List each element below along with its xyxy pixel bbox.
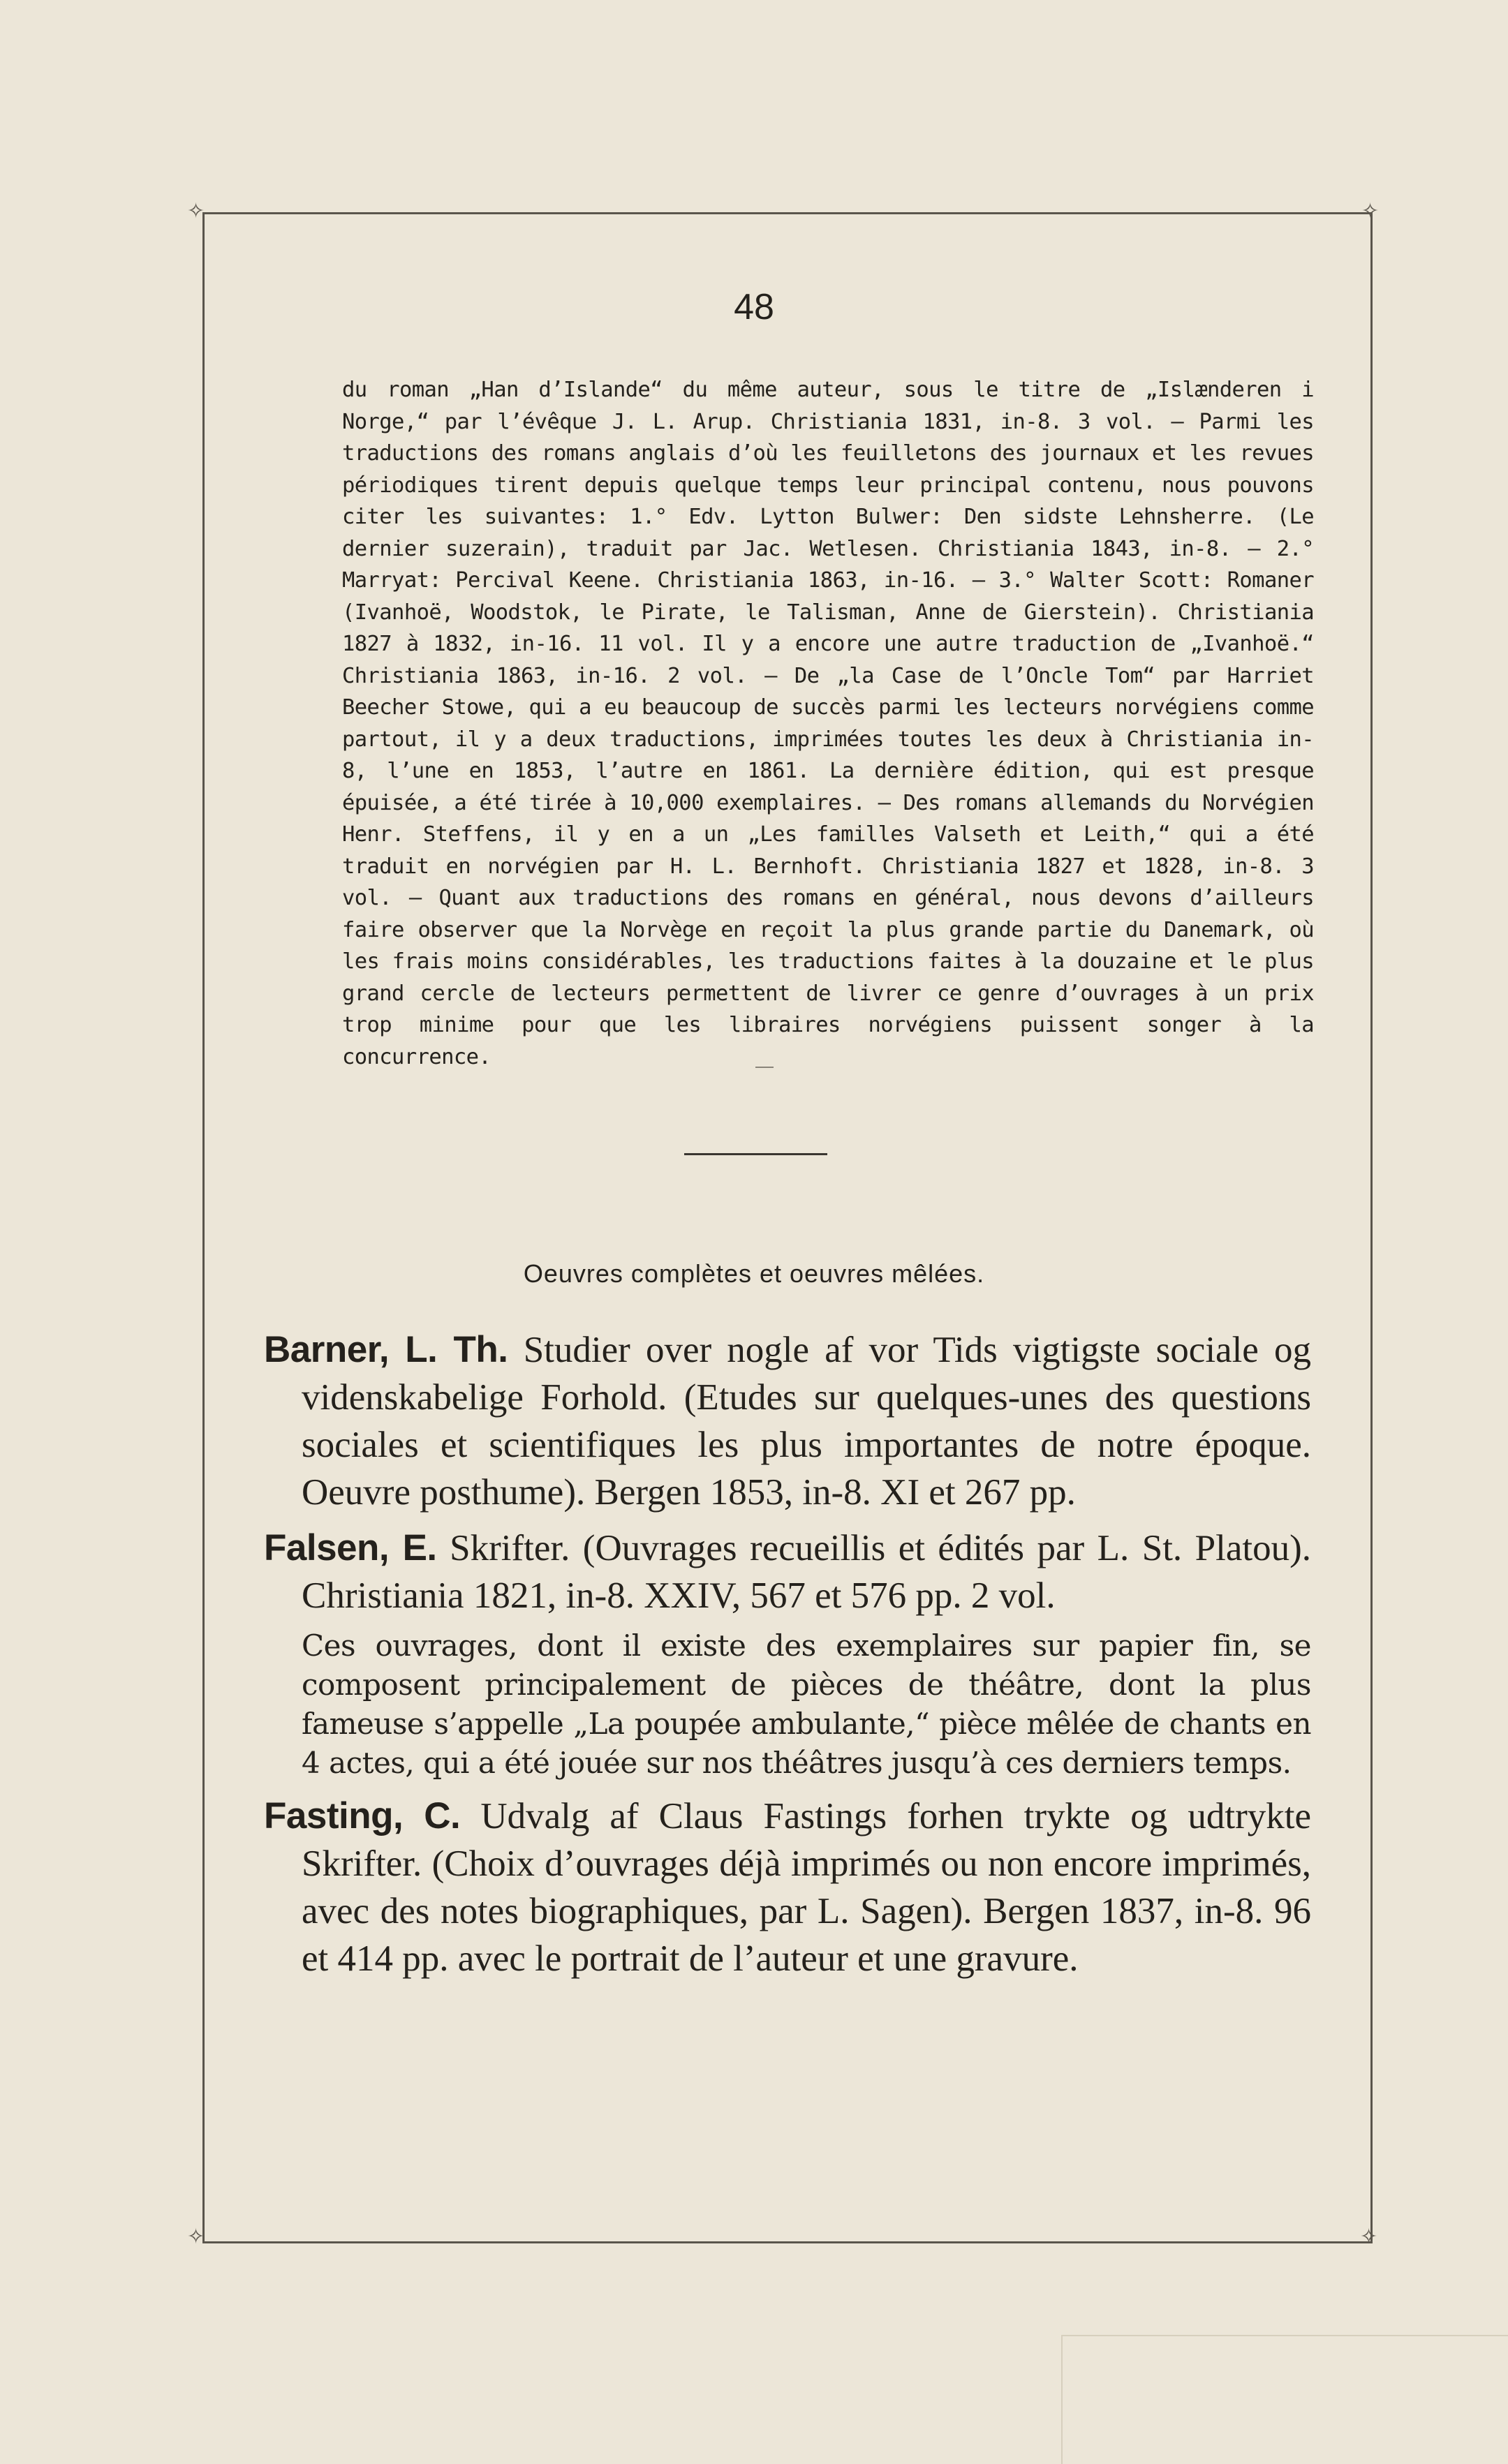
bibliography-entry (264, 1326, 1311, 1516)
bibliography-entries (264, 1326, 1311, 1991)
bibliography-entry (264, 1793, 1311, 1982)
entry-text: Studier over nogle af vor Tids vigtigste sociale og videnskabelige Forhold. (Etudes sur quelques-unes des questions sociales et scientifiques les plus importantes de notre époque. Oeuvre posthume). Bergen 1853, in-8. XI et 267 pp. (302, 1330, 1311, 1513)
paragraph-end-dash (755, 1067, 774, 1068)
corner-ornament: ✧ (1360, 2225, 1378, 2249)
entry-author: Falsen, E. (264, 1527, 437, 1568)
bibliography-entry (264, 1524, 1311, 1619)
entry-text: Udvalg af Claus Fastings forhen trykte og udtrykte Skrifter. (Choix d’ouvrages déjà imprimés ou non encore imprimés, avec des notes biographiques, par L. Sagen). Bergen 1837, in-8. 96 et 414 pp. avec le portrait de l’auteur et une gravure. (302, 1796, 1312, 1979)
entry-author: Fasting, C. (264, 1795, 461, 1836)
corner-ornament: ✧ (187, 2225, 205, 2249)
entry-note: Ces ouvrages, dont il existe des exemplaires sur papier fin, se composent principalement de pièces de théâtre, dont la plus fameuse s’appelle „La poupée ambulante,“ pièce mêlée de chants en 4 actes, qui a été jouée sur nos théâtres jusqu’à ces derniers temps. (302, 1628, 1311, 1780)
corner-ornament: ✧ (187, 199, 205, 223)
section-divider-rule (684, 1153, 827, 1155)
corner-ornament: ✧ (1361, 199, 1380, 223)
section-title: Oeuvres complètes et oeuvres mêlées. (523, 1259, 985, 1288)
page-number: 48 (734, 287, 774, 327)
entry-author: Barner, L. Th. (264, 1329, 508, 1370)
entry-text: Skrifter. (Ouvrages recueillis et édités par L. St. Platou). Christiania 1821, in-8. XXIV, 567 et 576 pp. 2 vol. (302, 1528, 1311, 1616)
intro-paragraph: du roman „Han d’Islande“ du même auteur, sous le titre de „Islænderen i Norge,“ par l’évêque J. L. Arup. Christiania 1831, in-8. 3 vol. — Parmi les traductions des romans anglais d’où les feuilletons des journaux et les revues périodiques tirent depuis quelque temps leur principal contenu, nous pouvons citer les suivantes: 1.° Edv. Lytton Bulwer: Den sidste Lehnsherre. (Le dernier suzerain), traduit par Jac. Wetlesen. Christiania 1843, in-8. — 2.° Marryat: Percival Keene. Christiania 1863, in-16. — 3.° Walter Scott: Romaner (Ivanhoë, Woodstok, le Pirate, le Talisman, Anne de Gierstein). Christiania 1827 à 1832, in-16. 11 vol. Il y a encore une autre traduction de „Ivanhoë.“ Christiania 1863, in-16. 2 vol. — De „la Case de l’Oncle Tom“ par Harriet Beecher Stowe, qui a eu beaucoup de succès parmi les lecteurs norvégiens comme partout, il y a deux traductions, imprimées toutes les deux à Christiania in-8, l’une en 1853, l’autre en 1861. La dernière édition, qui est presque épuisée, a été tirée à 10,000 exemplaires. — Des romans allemands du Norvégien Henr. Steffens, il y en a un „Les familles Valseth et Leith,“ qui a été traduit en norvégien par H. L. Bernhoft. Christiania 1827 et 1828, in-8. 3 vol. — Quant aux traductions des romans en général, nous devons d’ailleurs faire observer que la Norvège en reçoit la plus grande partie du Danemark, où les frais moins considérables, les traductions faites à la douzaine et le plus grand cercle de lecteurs permettent de livrer ce genre d’ouvrages à un prix trop minime pour que les libraires norvégiens puissent songer à la concurrence. (342, 378, 1314, 1069)
library-stamp-area (1061, 2335, 1508, 2464)
intro-paragraph-block (342, 374, 1314, 1073)
